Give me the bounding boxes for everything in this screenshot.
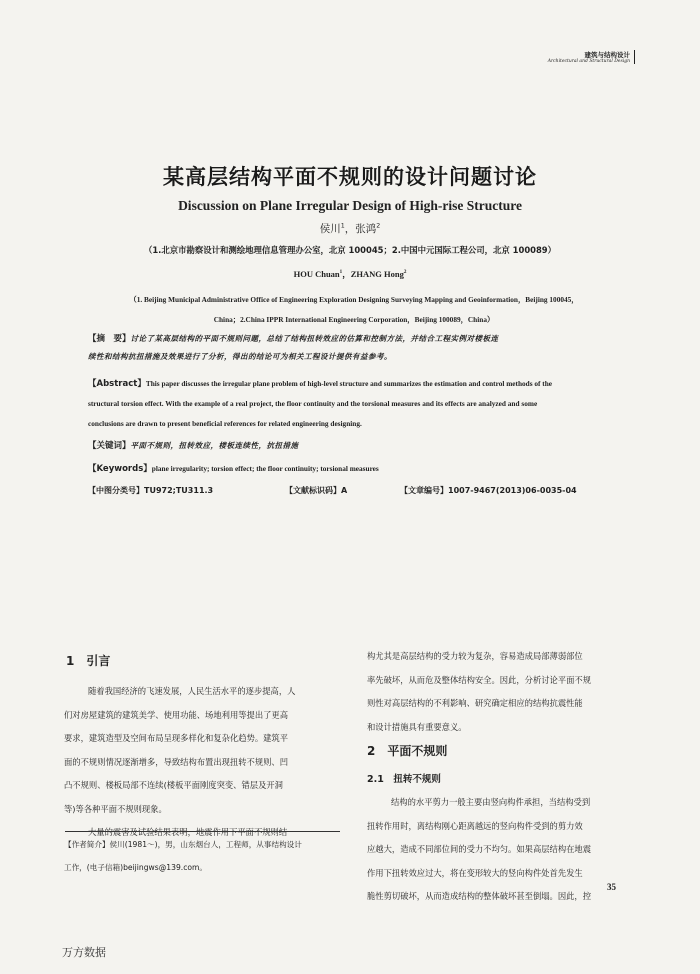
abstract-cn-line: 续性和结构抗扭措施及效果进行了分析，得出的结论可为相关工程设计提供有益参考。	[88, 352, 392, 361]
text-line: 等)等各种平面不规则现象。	[64, 803, 167, 814]
clc-number	[88, 485, 213, 496]
footnote-rule	[65, 831, 340, 832]
paper-title-en: Discussion on Plane Irregular Design of High-rise Structure	[178, 198, 522, 213]
section-2-heading: 2 平面不规则	[367, 744, 448, 758]
text-line: 和设计措施具有重要意义。	[367, 721, 467, 732]
authors-en	[0, 268, 700, 280]
section-2-1-heading: 2.1 扭转不规则	[367, 774, 441, 785]
text-line: 随着我国经济的飞速发展，人民生活水平的逐步提高，人	[88, 686, 296, 696]
author-separator: ，	[344, 223, 356, 235]
author-sup: 1	[339, 269, 343, 276]
text-line: 脆性剪切破坏，从而造成结构的整体破坏甚至倒塌。因此，控	[367, 891, 592, 901]
section-1-heading: 1 引言	[66, 654, 111, 668]
text-line: 则性对高层结构的不利影响、研究确定相应的结构抗震性能	[367, 698, 583, 708]
author-sup: 2	[403, 269, 407, 276]
text-line: 们对房屋建筑的建筑美学、使用功能、场地利用等提出了更高	[64, 709, 289, 720]
keywords-cn-text: 平面不规则，扭转效应，楼板连续性，抗扭措施	[130, 441, 299, 450]
text-line: 构尤其是高层结构的受力较为复杂，容易造成局部薄弱部位	[367, 651, 583, 661]
text-line: 结构的水平剪力一般主要由竖向构件承担，当结构受到	[391, 797, 591, 807]
affiliation-cn: （1.北京市勘察设计和测绘地理信息管理办公室，北京 100045；2.中国中元国际工程公司，北京 100089）	[143, 245, 557, 255]
keywords-en-text: plane irregularity; torsion effect; the floor continuity; torsional measures	[151, 464, 379, 473]
author-note-line: 【作者简介】侯川(1981～)，男，山东烟台人，工程师，从事结构设计	[64, 840, 302, 849]
text-line: 扭转作用时，离结构刚心距离越远的竖向构件受到的剪力效	[367, 820, 583, 831]
text-line: 大量的震害及试验结果表明，地震作用下平面不规则结	[88, 827, 288, 837]
text-line: 面的不规则情况逐渐增多，导致结构布置出现扭转不规则、凹	[64, 756, 289, 767]
author-name: HOU Chuan	[293, 269, 340, 279]
doc-label: 【文献标识码】	[285, 486, 341, 495]
keywords-en-label: 【Keywords】	[88, 464, 152, 474]
affiliation-en	[80, 290, 628, 330]
journal-name-en: Architectural and Structural Design	[547, 59, 630, 64]
affiliation-en-line: China；2.China IPPR International Engineering Corporation，Beijing 100089，China）	[213, 315, 495, 324]
section-2-1-paragraph	[367, 791, 642, 909]
keywords-cn	[88, 437, 636, 455]
affiliation-en-line: （1. Beijing Municipal Administrative Office of Engineering Exploration Designing Surveying Mapping and Geoinformation，Beijing 100045，	[129, 295, 579, 304]
abstract-en-label: 【Abstract】	[88, 379, 146, 389]
journal-header	[548, 50, 635, 64]
abstract-en-line: structural torsion effect. With the example of a real project, the floor continuity and the torsional measures and its effects are analyzed and some	[88, 399, 538, 408]
author-separator: ，	[342, 269, 351, 279]
page-number: 35	[607, 882, 616, 892]
abstract-en-line: conclusions are drawn to present beneficial references for related engineering designing.	[88, 419, 362, 428]
document-code	[285, 485, 347, 496]
abstract-cn-label: 【摘 要】	[88, 334, 131, 344]
author-name: ZHANG Hong	[350, 269, 404, 279]
footer-watermark: 万方数据	[62, 946, 106, 959]
right-column-paragraph	[367, 645, 642, 739]
author-note	[64, 833, 349, 879]
author-note-line: 工作，(电子信箱)beijingws@139.com。	[64, 863, 208, 872]
abstract-en-line: This paper discusses the irregular plane problem of high-level structure and summarizes the estimation and control methods of the	[145, 379, 553, 388]
article-number	[400, 485, 577, 496]
text-line: 凸不规则、楼板局部不连续(楼板平面刚度突变、错层及开洞	[64, 780, 283, 790]
section-1-paragraph	[64, 680, 344, 845]
author-name: 张鸿	[355, 223, 377, 235]
abstract-cn-line: 讨论了某高层结构的平面不规则问题，总结了结构扭转效应的估算和控制方法，并结合工程实例对楼板连	[130, 334, 499, 343]
keywords-cn-label: 【关键词】	[88, 441, 131, 451]
text-line: 作用下扭转效应过大，将在变形较大的竖向构件处首先发生	[367, 867, 583, 878]
clc-label: 【中图分类号】	[88, 486, 144, 495]
article-value: 1007-9467(2013)06-0035-04	[448, 486, 577, 495]
paper-title-cn: 某高层结构平面不规则的设计问题讨论	[163, 165, 537, 189]
author-sup: 2	[376, 222, 381, 230]
abstract-en	[88, 374, 636, 434]
abstract-cn	[88, 330, 636, 366]
keywords-en	[88, 460, 636, 478]
doc-value: A	[341, 486, 348, 495]
journal-name-cn: 建筑与结构设计	[584, 51, 630, 59]
authors-cn	[0, 221, 700, 236]
author-sup: 1	[340, 222, 345, 230]
text-line: 应越大，造成不同部位间的受力不均匀。如果高层结构在地震	[367, 844, 592, 854]
author-name: 侯川	[319, 223, 341, 235]
article-label: 【文章编号】	[400, 486, 448, 495]
text-line: 率先破坏，从而危及整体结构安全。因此，分析讨论平面不规	[367, 674, 592, 685]
text-line: 要求，建筑造型及空间布局呈现多样化和复杂化趋势。建筑平	[64, 733, 289, 743]
clc-value: TU972;TU311.3	[144, 486, 214, 495]
